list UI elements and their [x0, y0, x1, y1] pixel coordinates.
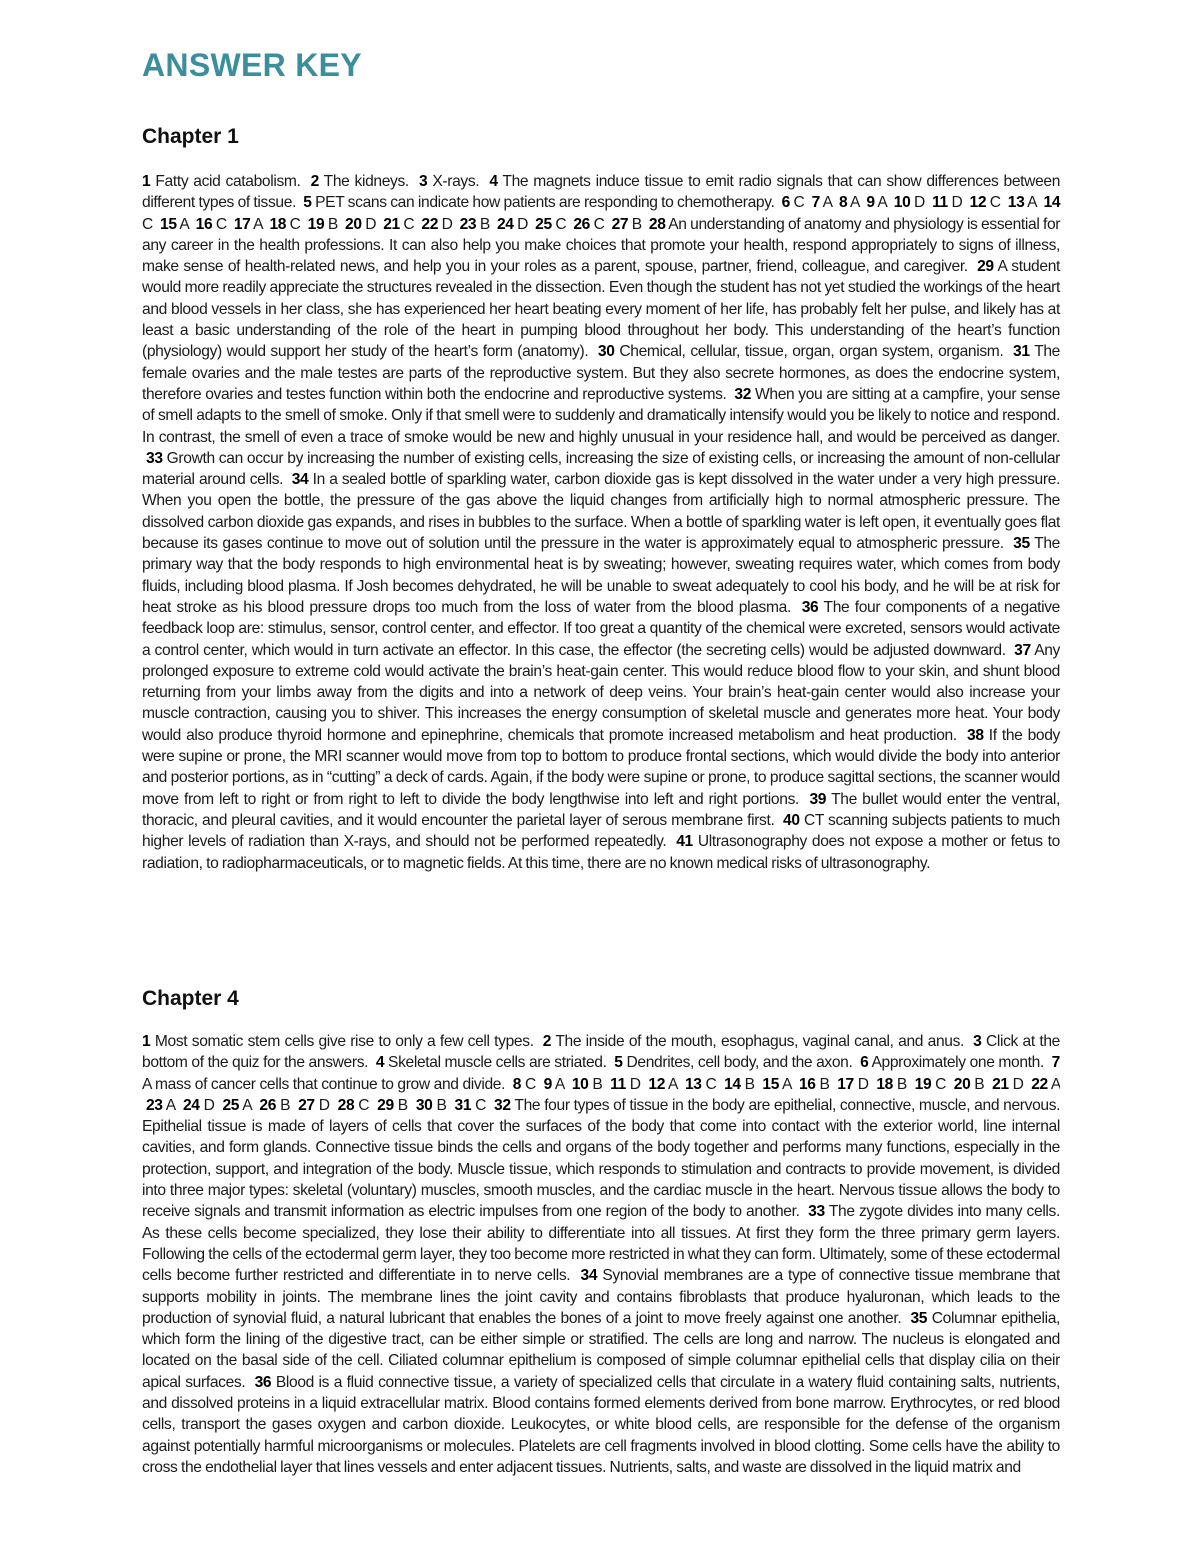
answer-number: 30 [597, 343, 615, 361]
answer-text: Blood is a fluid connective tissue, a variety of specialized cells that circulate in a watery fluid containing salts, nutrients, and dissolved proteins in a liquid extracellular matrix. Blood contains formed elements derived from bone marrow. Erythrocytes, or red blood cells, transport the gases oxygen and carbon dioxide. Leukocytes, or white blood cells, are responsible for the defense of the organism against potentially harmful microorganisms or molecules. Platelets are cell fragments involved in blood clotting. Some cells have the ability to cross the endothelial layer that lines vessels and enter adjacent tissues. Nutrients, salts, and waste are dissolved in the liquid matrix and [142, 1373, 1060, 1476]
answer-number: 39 [809, 790, 827, 808]
answer-number: 7 [811, 194, 820, 212]
answer-item [146, 1097, 175, 1114]
answer-item [610, 1076, 641, 1093]
answer-text: A [850, 194, 860, 212]
answer-text: D [1012, 1075, 1024, 1093]
answer-text: B [631, 215, 642, 233]
answer-item [992, 1076, 1023, 1093]
answer-text: Growth can occur by increasing the number of existing cells, increasing the size of existing cells, or increasing the amount of non-cellular material around cells. [142, 449, 1061, 489]
answer-text: C [475, 1096, 487, 1114]
answer-text: When you are sitting at a campfire, your sense of smell adapts to the smell of smoke. Only if that smell were to suddenly and dramatically intensify would you be likely to notice and respond. In contrast, the smell of even a trace of smoke would be new and highly unusual in your residence hall, and would be perceived as danger. [142, 385, 1061, 446]
answer-number: 34 [291, 471, 309, 489]
answer-item [954, 1076, 985, 1093]
answer-item [970, 194, 1001, 211]
answer-number: 10 [893, 194, 911, 212]
answer-number: 37 [1014, 641, 1031, 659]
answer-item [222, 1097, 251, 1114]
answer-number: 33 [808, 1203, 825, 1221]
answer-number: 16 [798, 1075, 816, 1093]
answer-item [544, 1076, 565, 1093]
answer-item [234, 216, 263, 233]
answer-number: 3 [418, 173, 428, 190]
answer-item [685, 1076, 716, 1093]
chapter-4-heading: Chapter 4 [142, 987, 239, 1010]
answer-item [338, 1097, 370, 1114]
page-title: ANSWER KEY [142, 47, 362, 83]
answer-number: 29 [377, 1096, 394, 1114]
answer-number: 3 [973, 1033, 982, 1050]
answer-item [298, 1097, 330, 1114]
answer-text: A [822, 194, 832, 212]
answer-number: 12 [648, 1075, 666, 1093]
answer-text: CT scanning subjects patients to much higher levels of radiation than X-rays, and should not be performed repeatedly. [142, 811, 1060, 851]
answer-text: The magnets induce tissue to emit radio signals that can show differences between different types of tissue. [142, 173, 1061, 212]
answer-text: B [896, 1075, 907, 1093]
answer-number: 4 [489, 173, 498, 190]
answer-number: 9 [866, 194, 875, 212]
answer-item [419, 173, 479, 190]
answer-text: PET scans can indicate how patients are responding to chemotherapy. [315, 194, 775, 212]
answer-number: 26 [573, 215, 591, 233]
answer-number: 27 [611, 215, 629, 233]
answer-number: 18 [269, 215, 287, 233]
answer-item [572, 1076, 603, 1093]
answer-number: 29 [977, 258, 994, 276]
answer-number: 1 [142, 1033, 151, 1050]
answer-item [876, 1076, 907, 1093]
answer-item [839, 194, 859, 211]
answer-text: Columnar epithelia, which form the lining of the digestive tract, can be either simple or stratified. The cells are long and narrow. The nucleus is elongated and located on the basal side of the cell. Ciliated columnar epithelium is composed of simple columnar epithelial cells that display cilia on their apical surfaces. [142, 1309, 1060, 1391]
answer-text: D [629, 1075, 641, 1093]
answer-text: B [974, 1075, 985, 1093]
answer-number: 24 [182, 1096, 200, 1114]
answer-number: 36 [254, 1373, 272, 1391]
answer-item [837, 1076, 868, 1093]
answer-item [762, 1076, 791, 1093]
answer-text: D [914, 194, 925, 212]
answer-text: The bullet would enter the ventral, thoracic, and pleural cavities, and it would encounter the parietal layer of serous membrane first. [142, 790, 1060, 829]
answer-number: 4 [375, 1054, 385, 1072]
answer-text: A mass of cancer cells that continue to grow and divide. [142, 1075, 506, 1093]
answer-item [421, 216, 452, 233]
answer-number: 19 [307, 215, 325, 233]
answer-number: 7 [1051, 1054, 1060, 1072]
answer-number: 16 [195, 215, 213, 233]
answer-number: 23 [459, 215, 477, 233]
answer-text: Click at the bottom of the quiz for the answers. [142, 1033, 1060, 1072]
answer-number: 20 [345, 215, 362, 233]
answer-number: 20 [953, 1075, 971, 1093]
answer-text: Dendrites, cell body, and the axon. [626, 1054, 853, 1072]
answer-number: 25 [222, 1096, 240, 1114]
answer-number: 5 [614, 1054, 623, 1072]
answer-item [782, 194, 805, 211]
answer-item [860, 1054, 1044, 1071]
answer-text: C [524, 1075, 536, 1093]
answer-text: In a sealed bottle of sparkling water, carbon dioxide gas is kept dissolved in the water under a very high pressure. When you open the bottle, the pressure of the gas above the liquid changes from artificially high to normal atmospheric pressure. The dissolved carbon dioxide gas expands, and rises in bubbles to the surface. When a bottle of sparkling water is left open, it eventually goes flat because its gases continue to move out of solution until the pressure in the water is approximately equal to atmospheric pressure. [142, 471, 1060, 553]
answer-text: D [857, 1075, 869, 1093]
answer-number: 35 [910, 1309, 928, 1327]
answer-number: 31 [454, 1096, 472, 1114]
answer-text: D [517, 215, 529, 233]
answer-number: 12 [969, 194, 987, 212]
answer-number: 17 [837, 1075, 854, 1093]
answer-number: 30 [415, 1096, 433, 1114]
answer-number: 18 [876, 1075, 894, 1093]
answer-item [535, 216, 566, 233]
answer-text: A [242, 1096, 252, 1114]
answer-number: 9 [543, 1075, 552, 1093]
answer-number: 17 [233, 215, 251, 233]
answer-item [932, 194, 962, 211]
answer-number: 32 [494, 1096, 511, 1114]
answer-number: 35 [1013, 535, 1030, 553]
answer-text: A [877, 194, 887, 212]
answer-text: C [793, 194, 805, 212]
answer-text: The kidneys. [323, 173, 409, 190]
answer-number: 2 [310, 173, 319, 190]
answer-text: B [280, 1096, 291, 1114]
answer-item [1031, 1076, 1060, 1093]
answer-text: C [289, 215, 301, 233]
answer-item [416, 1097, 447, 1114]
answer-number: 13 [684, 1075, 702, 1093]
answer-item [383, 216, 414, 233]
answer-text: The four components of a negative feedback loop are: stimulus, sensor, control center, and effector. If too great a quantity of the chemical were excreted, sensors would activate a control center, which would in turn activate an effector. In this case, the effector (the secreting cells) would be adjusted downward. [142, 598, 1061, 659]
answer-number: 34 [580, 1267, 598, 1285]
answer-item [799, 1076, 830, 1093]
answer-text: The inside of the mouth, esophagus, vaginal canal, and anus. [555, 1033, 965, 1050]
answer-text: A student would more readily appreciate the structures revealed in the dissection. Even though the student has not yet studied the workings of the heart and blood vessels in her class, she has experienced her heart beating every moment of her life, has probably felt her pulse, and likely has at least a basic understanding of the role of the heart in pumping blood throughout her body. This understanding of the heart’s function (physiology) would support her study of the heart’s form (anatomy). [142, 258, 1061, 361]
answer-number: 38 [967, 726, 984, 744]
answer-text: B [327, 215, 338, 233]
answer-text: Any prolonged exposure to extreme cold would activate the brain’s heat-gain center. This would reduce blood flow to your skin, and shunt blood returning from your limbs away from the digits and into a network of deep veins. Your brain’s heat-gain center would also increase your muscle contraction, causing you to shiver. This increases the energy consumption of skeletal muscle and generates more heat. Your body would also produce thyroid hormone and epinephrine, chemicals that promote increased metabolism and heat production. [142, 641, 1061, 744]
answer-text: D [441, 215, 453, 233]
answer-text: C [555, 215, 567, 233]
answer-item [308, 216, 338, 233]
answer-number: 32 [734, 385, 752, 403]
answer-number: 27 [298, 1096, 315, 1114]
answer-item [376, 1054, 607, 1071]
answer-item [303, 194, 774, 211]
answer-item [460, 216, 490, 233]
answer-text: Skeletal muscle cells are striated. [388, 1054, 607, 1072]
answer-text: C [989, 194, 1001, 212]
answer-text: C [215, 215, 227, 233]
answer-number: 36 [801, 598, 819, 616]
answer-text: An understanding of anatomy and physiology is essential for any career in the health professions. It can also help you make choices that promote your health, respond appropriately to signs of illness, make sense of health-related news, and help you in your roles as a parent, spouse, partner, friend, colleague, and caregiver. [142, 215, 1061, 276]
answer-item [612, 216, 642, 233]
answer-text: B [397, 1096, 408, 1114]
answer-item [345, 216, 376, 233]
answer-number: 15 [762, 1075, 780, 1093]
answer-text: B [436, 1096, 447, 1114]
answer-number: 11 [610, 1075, 626, 1093]
answer-text: C [403, 215, 415, 233]
answer-text: Synovial membranes are a type of connective tissue membrane that supports mobility in joints. The membrane lines the joint cavity and contains fibroblasts that produce hyaluronan, which leads to the production of synovial fluid, a natural lubricant that enables the bones of a joint to move freely against one another. [142, 1267, 1060, 1327]
answer-number: 23 [145, 1096, 163, 1114]
answer-item [894, 194, 925, 211]
answer-item [1008, 194, 1037, 211]
answer-number: 28 [648, 215, 666, 233]
answer-text: D [318, 1096, 330, 1114]
answer-item [866, 194, 886, 211]
answer-number: 1 [142, 173, 151, 190]
answer-number: 13 [1007, 194, 1025, 212]
answer-text: A [1050, 1075, 1060, 1093]
answer-item [196, 216, 227, 233]
answer-text: A [668, 1075, 678, 1093]
answer-number: 6 [781, 194, 790, 212]
answer-item [455, 1097, 487, 1114]
answer-text: A [782, 1075, 792, 1093]
answer-text: A [554, 1075, 565, 1093]
answer-number: 22 [1031, 1075, 1048, 1093]
answer-number: 25 [535, 215, 552, 233]
answer-number: 21 [383, 215, 400, 233]
answer-item [598, 343, 1004, 360]
answer-item [142, 1097, 1060, 1220]
answer-text: C [593, 215, 605, 233]
answer-item [573, 216, 604, 233]
answer-number: 19 [914, 1075, 932, 1093]
answer-text: Fatty acid catabolism. [155, 173, 301, 190]
answer-item [183, 1097, 215, 1114]
answer-item [269, 216, 300, 233]
answer-item [377, 1097, 408, 1114]
answer-text: C [705, 1075, 717, 1093]
answer-number: 8 [512, 1075, 522, 1093]
answer-text: A [1027, 194, 1037, 212]
answer-text: D [951, 194, 963, 212]
answer-item [614, 1054, 852, 1071]
answer-text: B [744, 1075, 755, 1093]
answer-item [142, 173, 301, 190]
answer-item [160, 216, 189, 233]
answer-item [142, 1033, 534, 1050]
answer-text: B [479, 215, 490, 233]
answer-text: Chemical, cellular, tissue, organ, organ system, organism. [619, 343, 1004, 361]
answer-item [513, 1076, 536, 1093]
answer-number: 11 [932, 194, 948, 212]
answer-number: 10 [571, 1075, 589, 1093]
answer-text: D [365, 215, 377, 233]
answer-number: 14 [1043, 194, 1061, 212]
answer-number: 5 [303, 194, 312, 212]
answer-text: D [203, 1096, 215, 1114]
chapter-4-answers [142, 1031, 1060, 1546]
answer-item [812, 194, 832, 211]
answer-text: C [142, 215, 153, 233]
answer-text: B [819, 1075, 830, 1093]
answer-number: 22 [421, 215, 439, 233]
answer-text: A [179, 215, 189, 233]
answer-number: 31 [1013, 343, 1030, 361]
chapter-1-heading: Chapter 1 [142, 125, 239, 148]
answer-text: Ultrasonography does not expose a mother or fetus to radiation, to radiopharmaceuticals, or to magnetic fields. At this time, there are no known medical risks of ultrasonography. [142, 833, 1060, 872]
answer-item [543, 1033, 964, 1050]
answer-number: 15 [160, 215, 177, 233]
answer-number: 40 [783, 811, 800, 829]
answer-text: The primary way that the body responds to high environmental heat is by sweating; however, sweating requires water, which comes from body fluids, including blood plasma. If Josh becomes dehydrated, he will be unable to sweat adequately to cool his body, and he will be at risk for heat stroke as his blood pressure drops too much from the loss of water from the blood plasma. [142, 535, 1060, 616]
answer-item [259, 1097, 290, 1114]
answer-text: The zygote divides into many cells. As these cells become specialized, they lose their ability to differentiate into all tissues. At first they form the three primary germ layers. Following the cells of the ectodermal germ layer, they too become more restricted in what they can form. Ultimately, some of these ectodermal cells become further restricted and differentiate in to nerve cells. [142, 1203, 1060, 1285]
answer-number: 24 [496, 215, 514, 233]
answer-item [915, 1076, 946, 1093]
answer-text: The four types of tissue in the body are epithelial, connective, muscle, and nervous. Epithelial tissue is made of layers of cells that cover the surfaces of the body that come into contact with the exterior world, line internal cavities, and form glands. Connective tissue binds the cells and organs of the body together and performs many functions, especially in the protection, support, and integration of the body. Muscle tissue, which responds to stimulation and contracts to provide movement, is divided into three major types: skeletal (voluntary) muscles, smooth muscles, and the cardiac muscle in the heart. Nervous tissue allows the body to receive signals and transmit information as electric impulses from one region of the body to another. [142, 1096, 1060, 1221]
answer-text: If the body were supine or prone, the MRI scanner would move from top to bottom to produce frontal sections, which would divide the body into anterior and posterior portions, as in “cutting” a deck of cards. Again, if the body were supine or prone, to produce sagittal sections, the scanner would move from left to right or from right to left to divide the body lengthwise into left and right portions. [142, 726, 1060, 808]
answer-number: 2 [542, 1033, 552, 1050]
answer-number: 14 [724, 1075, 741, 1093]
answer-item [142, 1374, 1060, 1476]
answer-item [497, 216, 528, 233]
answer-number: 8 [838, 194, 848, 212]
answer-text: A [165, 1096, 175, 1114]
answer-text: A [253, 215, 263, 233]
answer-text: Most somatic stem cells give rise to only a few cell types. [154, 1033, 534, 1050]
answer-text: C [358, 1096, 370, 1114]
answer-text: B [592, 1075, 603, 1093]
answer-number: 41 [676, 833, 693, 851]
answer-number: 33 [146, 449, 163, 467]
answer-text: Approximately one month. [871, 1054, 1044, 1072]
answer-number: 21 [992, 1075, 1009, 1093]
answer-number: 26 [259, 1096, 277, 1114]
answer-item [724, 1076, 755, 1093]
answer-text: The female ovaries and the male testes are parts of the reproductive system. But they also secrete hormones, as does the endocrine system, therefore ovaries and testes function within both the endocrine and reproductive systems. [142, 343, 1061, 403]
answer-number: 6 [860, 1054, 869, 1072]
answer-item [648, 1076, 677, 1093]
answer-number: 28 [337, 1096, 355, 1114]
answer-item [311, 173, 409, 190]
chapter-1-answers [142, 171, 1060, 874]
answer-text: C [935, 1075, 947, 1093]
answer-text: X-rays. [432, 173, 480, 190]
